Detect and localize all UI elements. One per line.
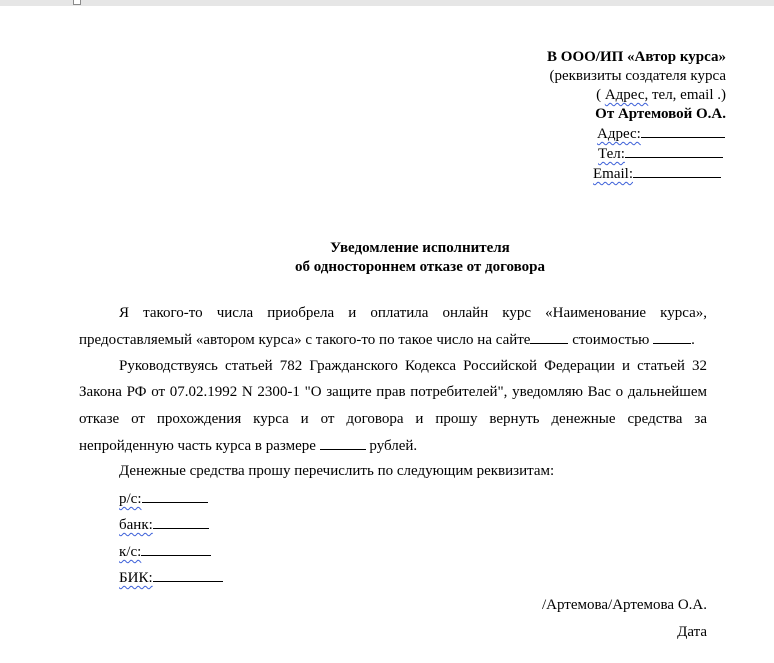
- bank-label: банк:: [119, 517, 153, 533]
- signature-line: /Артемова/Артемова О.А.: [541, 597, 707, 613]
- p1-text-b: стоимостью: [568, 332, 654, 348]
- field-bank: [119, 515, 209, 534]
- website-blank: [530, 330, 568, 344]
- price-blank: [653, 330, 691, 344]
- sender-phone-field: [598, 144, 723, 163]
- paragraph-1-line-2: [79, 330, 695, 349]
- amount-blank: [320, 436, 366, 450]
- corr-account-blank: [141, 542, 211, 556]
- bik-label: БИК:: [119, 570, 153, 586]
- phone-label: Тел:: [598, 146, 625, 162]
- sender-address-field: [597, 124, 725, 143]
- spellcheck-word-address: Адрес,: [604, 87, 649, 103]
- sender-email-field: [593, 164, 721, 183]
- phone-blank: [625, 144, 723, 158]
- document-title-line2: об одностороннем отказе от договора: [294, 259, 546, 275]
- paragraph-2-line-1: Руководствуясь статьей 782 Гражданского Кодекса Российской Федерации и статьей 32: [119, 358, 707, 374]
- email-blank: [633, 164, 721, 178]
- contacts-rest: тел, email .): [648, 87, 726, 103]
- field-corr-account: [119, 542, 211, 561]
- paragraph-3: Денежные средства прошу перечислить по следующим реквизитам:: [119, 463, 555, 479]
- field-bik: [119, 568, 223, 587]
- paragraph-2-line-2: Закона РФ от 07.02.1992 N 2300-1 "О защите прав потребителей", уведомляю Вас о дальнейшем: [79, 384, 707, 400]
- requisites-line: (реквизиты создателя курса: [549, 68, 726, 84]
- bank-blank: [153, 515, 209, 529]
- address-blank: [641, 124, 725, 138]
- email-label: Email:: [593, 166, 633, 182]
- paragraph-1-line-1: Я такого-то числа приобрела и оплатила онлайн курс «Наименование курса»,: [119, 305, 707, 321]
- p1-text-a: предоставляемый «автором курса» с такого-то по такое число на сайте: [79, 332, 531, 348]
- paragraph-2-line-3: отказе от прохождения курса и от договора и прошу вернуть денежные средства за: [79, 411, 707, 427]
- p1-end: .: [691, 332, 695, 348]
- sender-line: От Артемовой О.А.: [595, 106, 726, 122]
- contacts-line: [596, 86, 726, 104]
- contacts-prefix: (: [596, 87, 605, 103]
- document-title-line1: Уведомление исполнителя: [330, 240, 510, 256]
- p2-text-a: непройденную часть курса в размере: [79, 438, 320, 454]
- account-blank: [142, 489, 208, 503]
- corr-account-label: к/с:: [119, 544, 142, 560]
- field-account: [119, 489, 208, 508]
- bik-blank: [153, 568, 223, 582]
- date-label: Дата: [677, 624, 707, 640]
- address-label: Адрес:: [597, 126, 641, 142]
- p2-text-b: рублей.: [365, 438, 418, 454]
- addressee-line: В ООО/ИП «Автор курса»: [547, 49, 726, 65]
- account-label: р/с:: [119, 491, 142, 507]
- paragraph-2-line-4: [79, 436, 417, 455]
